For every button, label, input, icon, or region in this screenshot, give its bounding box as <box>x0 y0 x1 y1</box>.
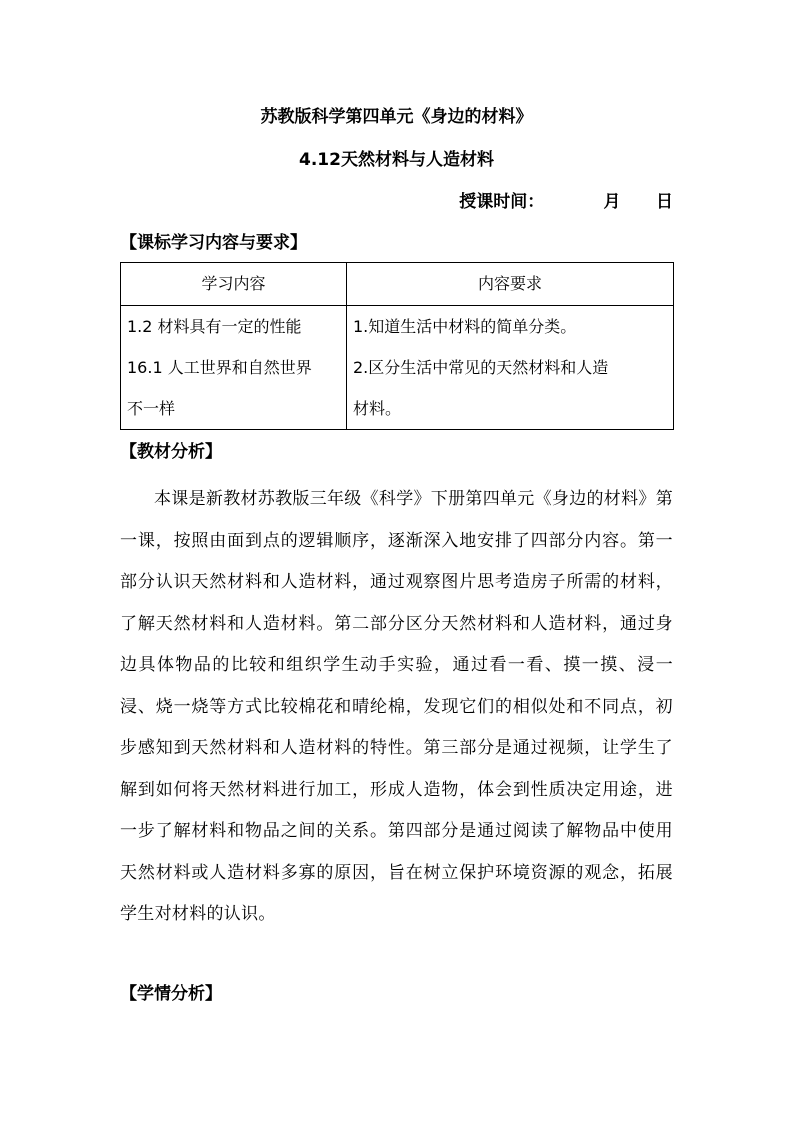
day-label: 日 <box>656 192 673 212</box>
requirements-cell <box>347 306 674 430</box>
content-line: 不一样 <box>127 399 176 418</box>
textbook-analysis-paragraph: 本课是新教材苏教版三年级《科学》下册第四单元《身边的材料》第一课，按照由面到点的逻辑顺序，逐渐深入地安排了四部分内容。第一部分认识天然材料和人造材料，通过观察图片思考造房子所需的材料，了解天然材料和人造材料。第二部分区分天然材料和人造材料，通过身边具体物品的比较和组织学生动手实验，通过看一看、摸一摸、浸一浸、烧一烧等方式比较棉花和晴纶棉，发现它们的相似处和不同点，初步感知到天然材料和人造材料的特性。第三部分是通过视频，让学生了解到如何将天然材料进行加工，形成人造物，体会到性质决定用途，进一步了解材料和物品之间的关系。第四部分是通过阅读了解物品中使用天然材料或人造材料多寡的原因，旨在树立保护环境资源的观念，拓展学生对材料的认识。 <box>120 489 673 924</box>
requirement-line: 1.知道生活中材料的简单分类。 <box>353 317 577 336</box>
learner-analysis-heading: 【学情分析】 <box>120 984 222 1004</box>
column-header-requirements: 内容要求 <box>347 263 674 306</box>
table-row <box>121 306 674 430</box>
standards-table <box>120 262 674 430</box>
requirement-line: 2.区分生活中常见的天然材料和人造 <box>353 358 609 377</box>
month-label: 月 <box>603 192 621 212</box>
requirement-line: 材料。 <box>353 399 402 418</box>
lesson-title: 4.12天然材料与人造材料 <box>299 150 494 170</box>
learning-content-cell <box>121 306 347 430</box>
table-header-row <box>121 263 674 306</box>
unit-title: 苏教版科学第四单元《身边的材料》 <box>260 107 533 127</box>
textbook-analysis-heading: 【教材分析】 <box>120 442 222 462</box>
class-time-label: 授课时间： <box>459 192 545 212</box>
standards-heading: 【课标学习内容与要求】 <box>120 233 307 253</box>
content-line: 16.1 人工世界和自然世界 <box>127 358 312 377</box>
content-line: 1.2 材料具有一定的性能 <box>127 317 302 336</box>
class-time-row <box>459 191 673 213</box>
column-header-content: 学习内容 <box>121 263 347 306</box>
